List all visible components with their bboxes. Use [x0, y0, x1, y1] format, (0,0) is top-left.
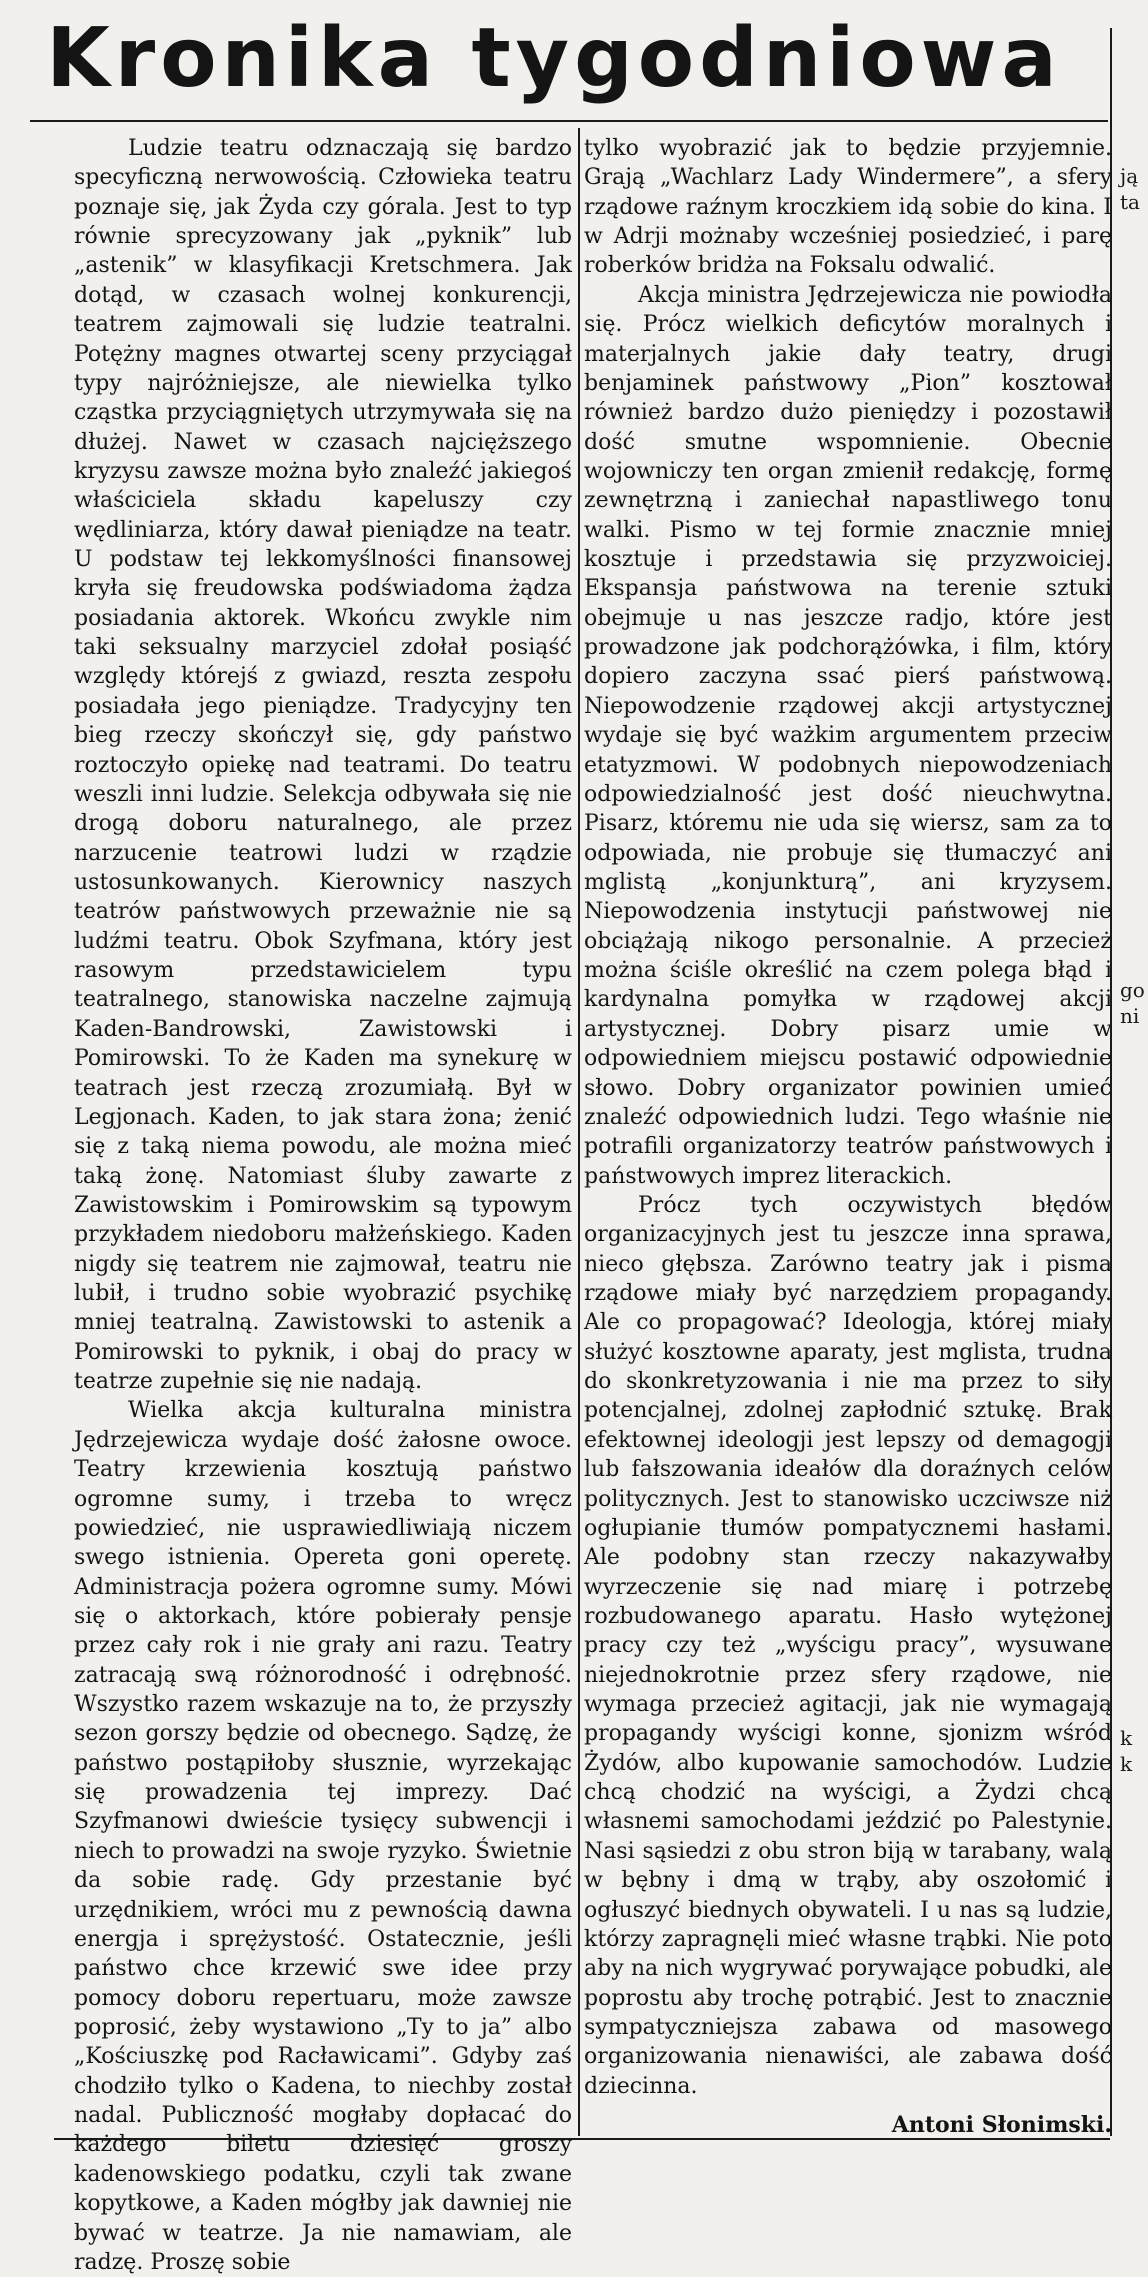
paragraph: Prócz tych oczywistych błędów organizacyjnych jest tu jeszcze inna sprawa, nieco głębsza. Zarówno teatry jak i pisma rządowe miały być narzędziem propagandy. Ale co propagować? Ideologja, której miały służyć kosztowne aparaty, jest mglista, trudna do skonkretyzowania i nie ma przez to siły potencjalnej, zdolnej zapłodnić sztukę. Brak efektownej ideologji jest lepszy od demagogji lub fałszowania ideałów dla doraźnych celów politycznych. Jest to stanowisko uczciwsze niż ogłupianie tłumów pompatycznemi hasłami. Ale podobny stan rzeczy nakazywałby wyrzeczenie się nad miarę i potrzebę rozbudowanego aparatu. Hasło wytężonej pracy czy też „wyścigu pracy”, wysuwane niejednokrotnie przez sfery rządowe, nie wymaga przecież agitacji, jak nie wymagają propagandy wyścigi konne, sjonizm wśród Żydów, albo kupowanie samochodów. Ludzie chcą chodzić na wyścigi, a Żydzi chcą własnemi samochodami jeździć po Palestynie. Nasi sąsiedzi z obu stron biją w tarabany, walą w bębny i dmą w trąby, aby oszołomić i ogłuszyć biednych obywateli. I u nas są ludzie, którzy zapragnęli mieć własne trąbki. Nie poto aby na nich wygrywać porywające pobudki, ale poprostu aby trochę potrąbić. Jest to znacznie sympatyczniejsza zabawa od masowego organizowania nienawiści, ale zabawa dość dziecinna. — [584, 1192, 1112, 2099]
adjacent-column-fragment: ni — [1120, 1004, 1140, 1028]
adjacent-column-fragment: ją — [1120, 164, 1139, 188]
adjacent-column-fragment: go — [1120, 978, 1145, 1002]
paragraph: Ludzie teatru odznaczają się bardzo specyficzną nerwowością. Człowieka teatru poznaje się, jak Żyda czy górala. Jest to typ równie sprecyzowany jak „pyknik” lub „astenik” w klasyfikacji Kretschmera. Jak dotąd, w czasach wolnej konkurencji, teatrem zajmowali się ludzie teatralni. Potężny magnes otwartej sceny przyciągał typy najróżniejsze, ale niewielka tylko cząstka przyciągniętych utrzymywała się na dłużej. Nawet w czasach najcięższego kryzysu zawsze można było znaleźć jakiegoś właściciela składu kapeluszy czy wędliniarza, który dawał pieniądze na teatr. U podstaw tej lekkomyślności finansowej kryła się freudowska podświadoma żądza posiadania aktorek. Wkońcu zwykle nim taki seksualny marzyciel zdołał posiąść względy którejś z gwiazd, reszta zespołu posiadała jego pieniądze. Tradycyjny ten bieg rzeczy skończył się, gdy państwo roztoczyło opiekę nad teatrami. Do teatru weszli inni ludzie. Selekcja odbywała się nie drogą doboru naturalnego, ale przez narzucenie teatrowi ludzi w rządzie ustosunkowanych. Kierownicy naszych teatrów państwowych przeważnie nie są ludźmi teatru. Obok Szyfmana, który jest rasowym przedstawicielem typu teatralnego, stanowiska naczelne zajmują Kaden-Bandrowski, Zawistowski i Pomirowski. To że Kaden ma synekurę w teatrach jest rzeczą zrozumiałą. Był w Legjonach. Kaden, to jak stara żona; żenić się z taką niema powodu, ale można mieć taką żonę. Natomiast śluby zawarte z Zawistowskim i Pomirowskim są typowym przykładem niedoboru małżeńskiego. Kaden nigdy się teatrem nie zajmował, teatru nie lubił, i trudno sobie wyobrazić psychikę mniej teatralną. Zawistowski to astenik a Pomirowski to pyknik, i obaj do pracy w teatrze zupełnie się nie nadają. — [74, 136, 572, 1395]
title-rule — [30, 120, 1108, 122]
page-title: Kronika tygodniowa — [46, 11, 1062, 106]
adjacent-column-fragment: k — [1120, 1726, 1133, 1750]
article-column-left — [74, 134, 572, 2277]
adjacent-column-fragment: k — [1120, 1752, 1133, 1776]
paragraph: Akcja ministra Jędrzejewicza nie powiodła się. Prócz wielkich deficytów moralnych i materjalnych jakie dały teatry, drugi benjaminek państwowy „Pion” kosztował również bardzo dużo pieniędzy i pozostawił dość smutne wspomnienie. Obecnie wojowniczy ten organ zmienił redakcję, formę zewnętrzną i zaniechał napastliwego tonu walki. Pismo w tej formie znacznie mniej kosztuje i przedstawia się przyzwoiciej. Ekspansja państwowa na terenie sztuki obejmuje u nas jeszcze radjo, które jest prowadzone jak podchorążówka, i film, który dopiero zaczyna ssać pierś państwową. Niepowodzenie rządowej akcji artystycznej wydaje się być ważkim argumentem przeciw etatyzmowi. W podobnych niepowodzeniach odpowiedzialność jest dość nieuchwytna. Pisarz, któremu nie uda się wiersz, sam za to odpowiada, nie probuje się tłumaczyć ani mglistą „konjunkturą”, ani kryzysem. Niepowodzenia instytucji państwowej nie obciążają nikogo personalnie. A przecież można ściśle określić na czem polega błąd i kardynalna pomyłka w rządowej akcji artystycznej. Dobry pisarz umie w odpowiedniem miejscu postawić odpowiednie słowo. Dobry organizator powinien umieć znaleźć odpowiednich ludzi. Tego właśnie nie potrafili organizatorzy teatrów państwowych i państwowych imprez literackich. — [584, 282, 1112, 1189]
column-divider — [578, 128, 580, 2136]
paragraph: Wielka akcja kulturalna ministra Jędrzejewicza wydaje dość żałosne owoce. Teatry krzewienia kosztują państwo ogromne sumy, i trzeba to wręcz powiedzieć, nie usprawiedliwiają niczem swego istnienia. Operetа goni operetę. Administracja pożera ogromne sumy. Mówi się o aktorkach, które pobierały pensje przez cały rok i nie grały ani razu. Teatry zatracają swą różnorodność i odrębność. Wszystko razem wskazuje na to, że przyszły sezon gorszy będzie od obecnego. Sądzę, że państwo postąpiłoby słusznie, wyrzekając się prowadzenia tej imprezy. Dać Szyfmanowi dwieście tysięcy subwencji i niech to prowadzi na swoje ryzyko. Świetnie da sobie radę. Gdy przestanie być urzędnikiem, wróci mu z pewnością dawna energja i sprężystość. Ostatecznie, jeśli państwo chce krzewić swe idee przy pomocy doboru repertuaru, może zawsze poprosić, żeby wystawiono „Ty to ja” albo „Kościuszkę pod Racławicami”. Gdyby zaś chodziło tylko o Kadena, to niechby został nadal. Publiczność mogłaby dopłacać do każdego biletu dziesięć groszy kadenowskiego podatku, czyli tak zwane kopytkowe, a Kaden mógłby jak dawniej nie bywać w teatrze. Ja nie namawiam, ale radzę. Proszę sobie — [74, 1398, 572, 2275]
article-column-right — [584, 134, 1112, 2140]
adjacent-column-fragment: ta — [1120, 190, 1140, 214]
author-signature: Antoni Słonimski. — [891, 2112, 1112, 2139]
paragraph-continued: tylko wyobrazić jak to będzie przyjemnie. Grają „Wachlarz Lady Windermere”, a sfery rządowe raźnym kroczkiem idą sobie do kina. I w Adrji możnaby wcześniej posiedzieć, i parę roberków bridża na Foksalu odwalić. — [584, 136, 1112, 279]
bottom-rule — [54, 2138, 1110, 2140]
